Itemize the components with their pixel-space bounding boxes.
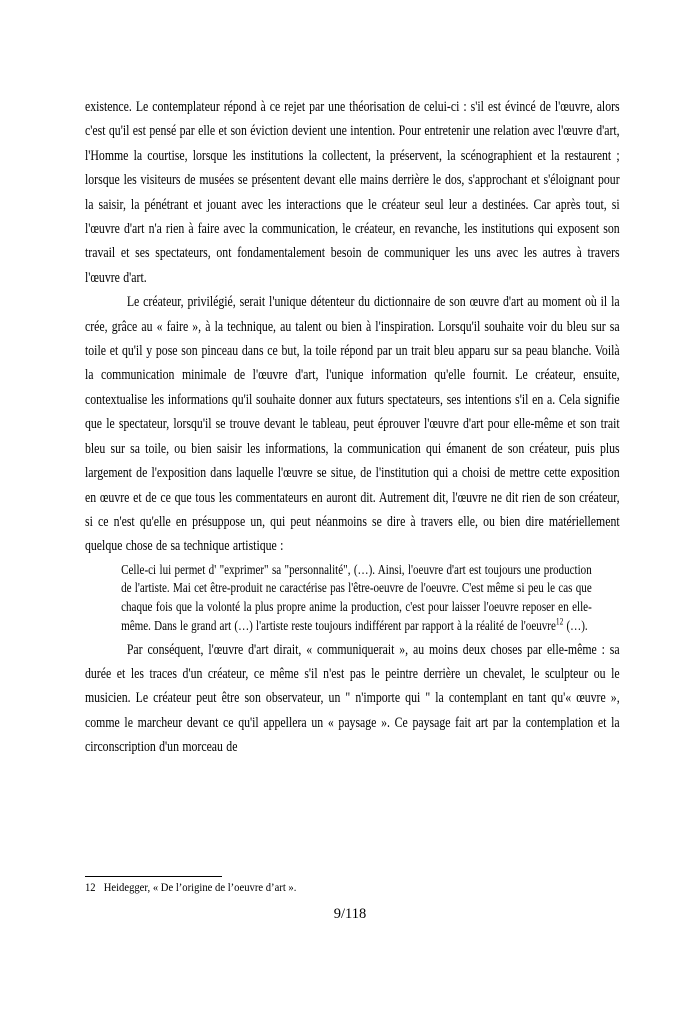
- footnote-separator: [85, 876, 222, 877]
- block-quote-tail: (…).: [563, 617, 588, 633]
- page-text: [85, 95, 620, 760]
- quote-footnote-ref: 12: [555, 616, 564, 627]
- footnote-marker: 12: [85, 880, 96, 894]
- block-quote-text: Celle-ci lui permet d' "exprimer" sa "personnalité", (…). Ainsi, l'oeuvre d'art est toujours une production de l'artiste. Mai cet être-produit ne caractérise pas l'être-oeuvre de l'oeuvre. C'est même si peu le cas que chaque fois que la volonté la plus propre anime la production, c'est pour laisser l'oeuvre reposer en elle-même. Dans le grand art (…) l'artiste reste toujours indifférent par rapport à la réalité de l'oeuvre: [121, 561, 592, 633]
- paragraph-1: existence. Le contemplateur répond à ce rejet par une théorisation de celui-ci : s'il est évincé de l'œuvre, alors c'est qu'il est pensé par elle et son éviction devient une intention. Pour entretenir une relation avec l'œuvre d'art, l'Homme la courtise, lorsque les institutions la collectent, la préservent, la scénographient et la restaurent ; lorsque les visiteurs de musées se présentent devant elle mains derrière le dos, s'approchant et s'éloignant pour la saisir, la pénétrant et jouant avec les interactions que le créateur seul leur a destinées. Car après tout, si l'œuvre d'art n'a rien à faire avec la communication, le créateur, en revanche, les institutions qui exposent son travail et ses spectateurs, ont fondamentalement besoin de communiquer les uns avec les autres à travers l'œuvre d'art.: [85, 99, 620, 286]
- paragraph-3: Par conséquent, l'œuvre d'art dirait, « communiquerait », au moins deux choses par elle-même : sa durée et les traces d'un créateur, ce même s'il n'est pas le peintre derrière un chevalet, le sculpteur ou le musicien. Le créateur peut être son observateur, un " n'importe qui " la contemplant en tant qu'« œuvre », comme le marcheur devant ce qu'il appellera un « paysage ». Ce paysage fait art par la contemplation et la circonscription d'un morceau de: [85, 641, 620, 756]
- page-number: 9/118: [333, 906, 367, 922]
- paragraph-2: Le créateur, privilégié, serait l'unique détenteur du dictionnaire de son œuvre d'art au moment où il la crée, grâce au « faire », à la technique, au talent ou bien à l'inspiration. Lorsqu'il souhaite voir du bleu sur sa toile et qu'il y pose son pinceau dans ce but, la toile répond par un trait bleu apparu sur sa peau blanche. Voilà la communication minimale de l'œuvre d'art, l'unique information qu'elle fournit. Le créateur, ensuite, contextualise les informations qu'il souhaite donner aux futurs spectateurs, ses intentions s'il en a. Cela signifie que le spectateur, lorsqu'il se trouve devant le tableau, peut éprouver l'œuvre d'art pour elle-même et son trait bleu sur sa toile, ou bien saisir les informations, la communication qui émanent de son créateur, puis plus largement de l'exposition dans laquelle l'œuvre se situe, de l'institution qui a choisi de mettre cette exposition en œuvre et de ce que tous les commentateurs en auront dit. Autrement dit, l'œuvre ne dit rien de son créateur, si ce n'est qu'elle en présuppose un, qui peut néanmoins se dire à travers elle, ou bien dire matériellement quelque chose de sa technique artistique :: [85, 294, 620, 555]
- footnote: [85, 880, 589, 895]
- footnote-text: Heidegger, « De l’origine de l’oeuvre d’art ».: [103, 880, 297, 894]
- block-quote: [121, 561, 592, 636]
